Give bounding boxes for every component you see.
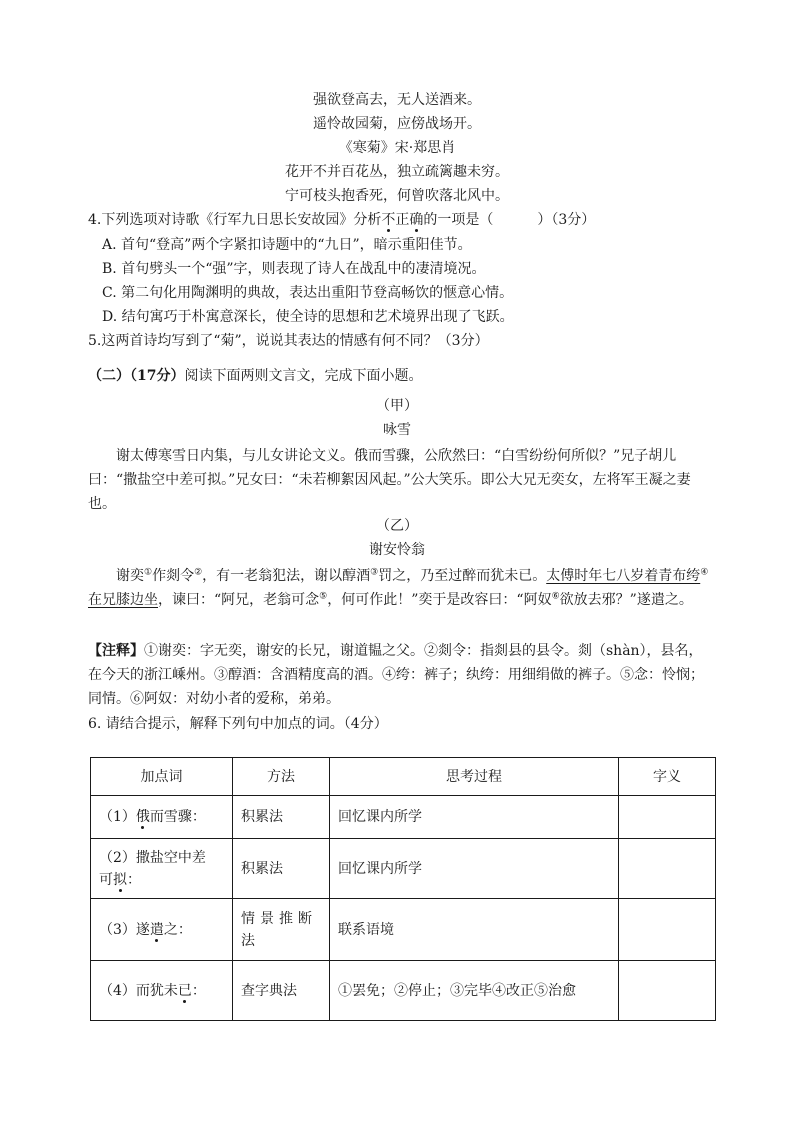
header-meaning: 字义 xyxy=(619,758,716,796)
row4-dotted: 已 xyxy=(177,982,192,999)
question-5: 5.这两首诗均写到了“菊”，说说其表达的情感有何不同？（3分） xyxy=(88,333,489,349)
annotations xyxy=(88,639,712,711)
row3-pre: （3）遂 xyxy=(99,921,150,938)
row4-rest: ： xyxy=(191,982,206,999)
poem1-line3: 强欲登高去，无人送酒来。 xyxy=(313,92,481,108)
row3-answer-cell[interactable] xyxy=(619,899,716,961)
row2-dotted: 拟 xyxy=(113,871,127,888)
row3-process: 联系语境 xyxy=(330,899,619,961)
yi-seg-2: 作剡令 xyxy=(152,568,195,584)
header-method: 方法 xyxy=(233,758,330,796)
annotations-label: 【注释】 xyxy=(88,643,144,659)
row1-word xyxy=(91,796,233,839)
row2-word xyxy=(91,839,233,899)
note-ref-2: ② xyxy=(194,567,203,578)
passage-jia-text: 谢太傅寒雪日内集，与儿女讲论文义。俄而雪骤，公欣然曰：“白雪纷纷何所似？”兄子胡儿曰：“撒盐空中差可拟。”兄女曰：“未若柳絮因风起。”公大笑乐。即公大兄无奕女，左将军王凝之妻也。 xyxy=(88,448,691,512)
poem2-line2: 宁可枝头抱香死，何曾吹落北风中。 xyxy=(285,188,509,204)
yi-underlined-2: 在兄膝边坐 xyxy=(88,592,158,608)
row4-answer-cell[interactable] xyxy=(619,961,716,1021)
note-ref-3: ③ xyxy=(370,567,379,578)
row3-method: 情景推断法 xyxy=(233,899,330,961)
q4-stem-emph: 不正确 xyxy=(381,212,424,228)
question-4-stem xyxy=(88,210,595,230)
row2-method: 积累法 xyxy=(233,839,330,899)
yi-seg-4: 罚之，乃至过醉而犹未已。 xyxy=(378,568,547,584)
row3-word xyxy=(91,899,233,961)
row1-rest: 而雪骤： xyxy=(149,809,206,825)
row2-pre: 可 xyxy=(99,871,113,888)
passage-jia-label: （甲） xyxy=(376,398,418,414)
row2-answer-cell[interactable] xyxy=(619,839,716,899)
table-row xyxy=(91,961,716,1021)
row1-process: 回忆课内所学 xyxy=(330,796,619,839)
row2-process: 回忆课内所学 xyxy=(330,839,619,899)
note-ref-5: ⑤ xyxy=(319,591,328,602)
note-ref-4: ④ xyxy=(700,567,709,578)
section-2-heading xyxy=(88,366,422,386)
row3-dotted: 遣 xyxy=(149,921,164,938)
row3-rest: 之： xyxy=(163,921,192,938)
poem2-line1: 花开不并百花丛，独立疏篱趣未穷。 xyxy=(285,164,509,180)
q4-stem-c: ）（3分） xyxy=(537,212,596,228)
passage-yi-text xyxy=(88,564,712,612)
poem1-line4: 遥怜故园菊，应傍战场开。 xyxy=(313,116,481,132)
row1-answer-cell[interactable] xyxy=(619,796,716,839)
annotations-text: ①谢奕：字无奕，谢安的长兄，谢道韫之父。②剡令：指剡县的县令。剡（shàn），县名，在今天的浙江嵊州。③醇酒：含酒精度高的酒。④绔：裤子；纨绔：用细绢做的裤子。⑤念：怜悯；同情。⑥阿奴：对幼小者的爱称，弟弟。 xyxy=(88,643,704,707)
question-6: 6. 请结合提示，解释下列句中加点的词。（4分） xyxy=(88,716,388,732)
row1-dotted: 俄 xyxy=(135,809,150,825)
yi-seg-3: ，有一老翁犯法，谢以醇酒 xyxy=(202,568,371,584)
row4-process: ①罢免；②停止；③完毕④改正⑤治愈 xyxy=(330,961,619,1021)
yi-underlined-1: 太傅时年七八岁着青布绔 xyxy=(546,568,701,584)
section-2-instruction: 阅读下面两则文言文，完成下面小题。 xyxy=(184,368,423,384)
row2-line1: （2）撒盐空中差 xyxy=(99,849,206,866)
note-ref-6: ⑥ xyxy=(551,591,560,602)
yi-seg-6: ，何可作此！”奕于是改容曰：“阿奴 xyxy=(327,592,552,608)
section-2-label: （二）（17分） xyxy=(88,368,185,384)
q4-option-d: D. 结句寓巧于朴寓意深长，使全诗的思想和艺术境界出现了飞跃。 xyxy=(102,309,514,325)
yi-seg-1: 谢奕 xyxy=(116,568,144,584)
table-row xyxy=(91,899,716,961)
q4-stem-a: 4.下列选项对诗歌《行军九日思长安故园》分析 xyxy=(88,212,382,228)
yi-seg-7: 欲放去邪？”遂遣之。 xyxy=(559,592,693,608)
q4-stem-b: 的一项是（ xyxy=(423,212,494,228)
q4-option-b: B. 首句劈头一个“强”字，则表现了诗人在战乱中的凄清境况。 xyxy=(102,261,486,277)
note-ref-1: ① xyxy=(144,567,153,578)
passage-jia-title: 咏雪 xyxy=(383,422,411,438)
table-row xyxy=(91,796,716,839)
row4-method: 查字典法 xyxy=(233,961,330,1021)
poem2-title: 《寒菊》宋·郑思肖 xyxy=(338,140,456,156)
answer-table xyxy=(90,757,716,1021)
passage-yi-title: 谢安怜翁 xyxy=(369,542,425,558)
row4-word xyxy=(91,961,233,1021)
yi-seg-5: ，谏曰：“阿兄，老翁可念 xyxy=(158,592,320,608)
row2-rest: ： xyxy=(127,871,141,888)
header-word: 加点词 xyxy=(91,758,233,796)
passage-yi-label: （乙） xyxy=(376,518,418,534)
row1-num: （1） xyxy=(99,809,136,825)
q4-option-c: C. 第二句化用陶渊明的典故，表达出重阳节登高畅饮的惬意心情。 xyxy=(102,285,514,301)
table-row xyxy=(91,839,716,899)
row1-method: 积累法 xyxy=(233,796,330,839)
header-process: 思考过程 xyxy=(330,758,619,796)
q4-option-a: A. 首句“登高”两个字紧扣诗题中的“九日”，暗示重阳佳节。 xyxy=(102,237,472,253)
row4-pre: （4）而犹未 xyxy=(99,982,178,999)
table-header-row xyxy=(91,758,716,796)
